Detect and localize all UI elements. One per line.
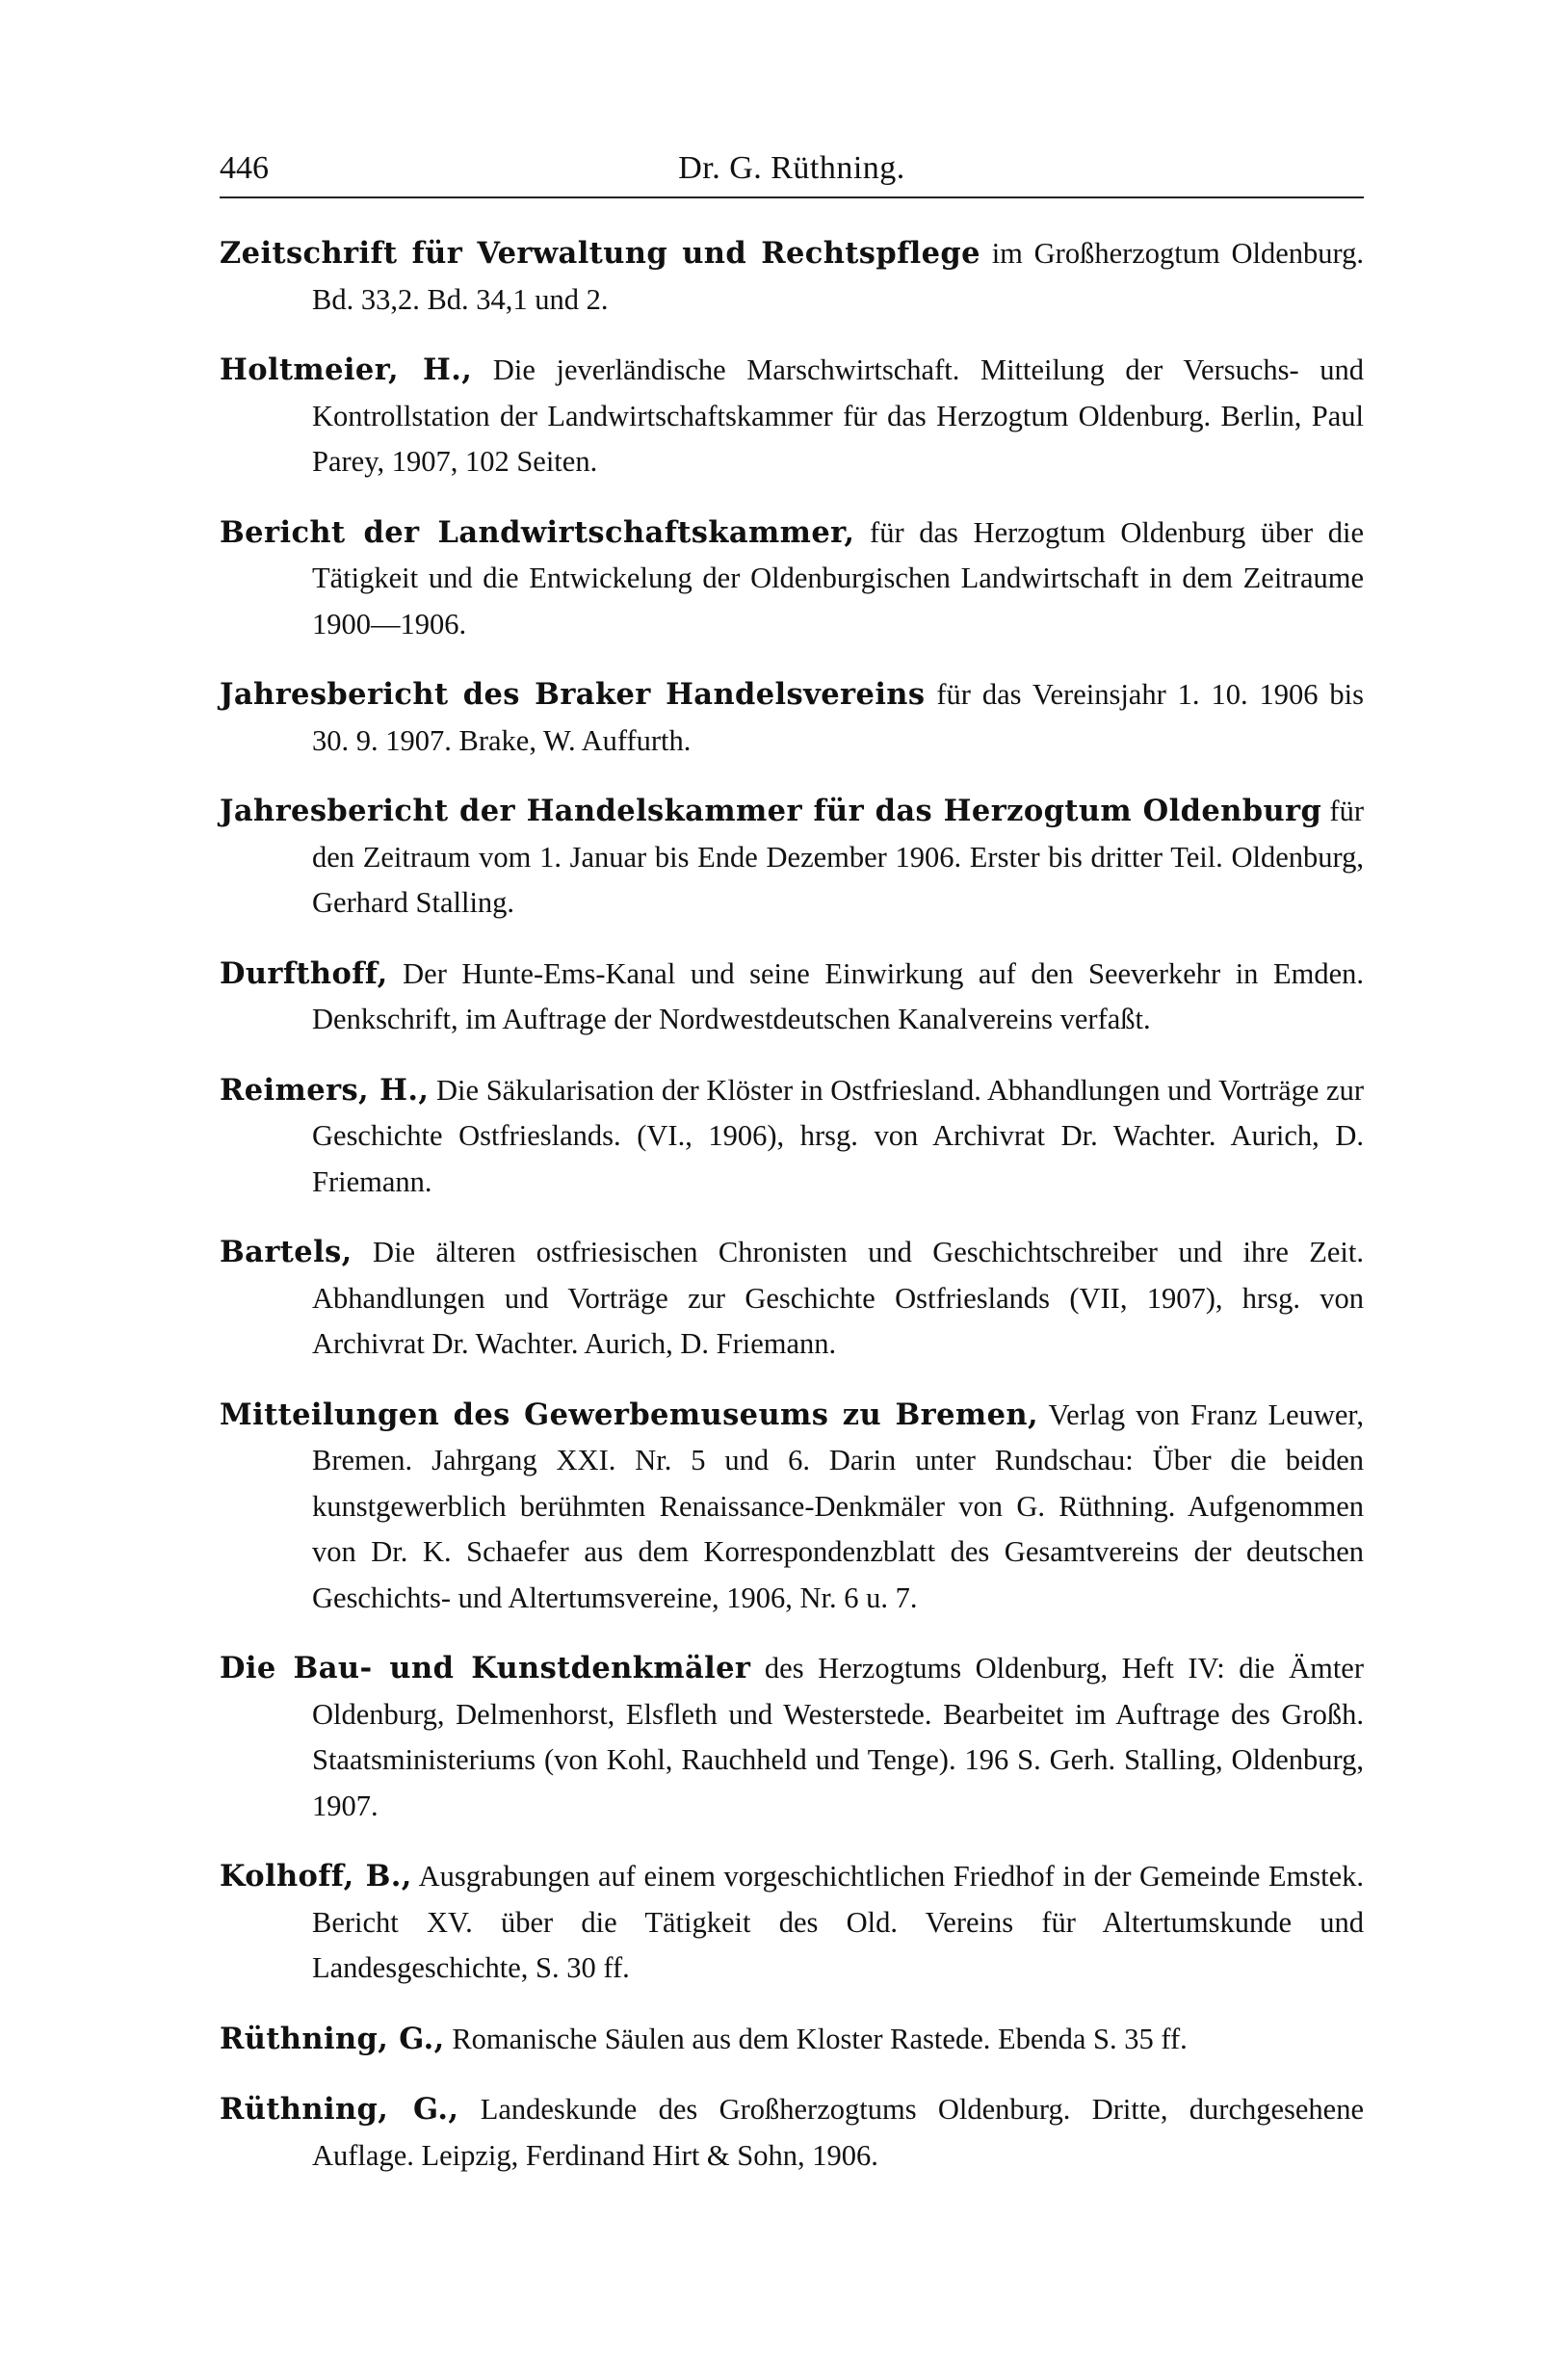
bibliography-entry bbox=[220, 1854, 1364, 1992]
entry-text: Romanische Säulen aus dem Kloster Rastede. Ebenda S. 35 ff. bbox=[444, 2022, 1188, 2055]
entry-lead: Kolhoff, B., bbox=[220, 1859, 412, 1894]
entry-text: Die jeverländische Marschwirtschaft. Mitteilung der Versuchs- und Kontrollstation der Landwirtschaftskammer für das Herzogtum Oldenburg. Berlin, Paul Parey, 1907, 102 Seiten. bbox=[312, 353, 1364, 478]
entry-lead: Jahresbericht des Braker Handelsvereins bbox=[220, 677, 926, 712]
bibliography-entry bbox=[220, 231, 1364, 323]
entry-lead: Rüthning, G., bbox=[220, 2092, 459, 2127]
bibliography-entry bbox=[220, 952, 1364, 1043]
entry-text: Landeskunde des Großherzogtums Oldenburg. Dritte, durchgesehene Auflage. Leipzig, Ferdinand Hirt & Sohn, 1906. bbox=[312, 2093, 1364, 2172]
entry-text: für den Zeitraum vom 1. Januar bis Ende Dezember 1906. Erster bis dritter Teil. Oldenburg, Gerhard Stalling. bbox=[312, 795, 1364, 919]
bibliography-entry bbox=[220, 1646, 1364, 1829]
bibliography-list bbox=[220, 231, 1364, 2204]
entry-text: für das Vereinsjahr 1. 10. 1906 bis 30. 9. 1907. Brake, W. Auffurth. bbox=[312, 678, 1364, 757]
bibliography-entry bbox=[220, 2017, 1364, 2063]
running-head: Dr. G. Rüthning. bbox=[678, 150, 905, 186]
entry-text: Verlag von Franz Leuwer, Bremen. Jahrgang XXI. Nr. 5 und 6. Darin unter Rundschau: Über die beiden kunstgewerblich berühmten Renaissance-Denkmäler von G. Rüthning. Aufgenommen von Dr. K. Schaefer aus dem Korrespondenzblatt des Gesamtvereins der deutschen Geschichts- und Altertumsvereine, 1906, Nr. 6 u. 7. bbox=[312, 1397, 1364, 1614]
bibliography-entry bbox=[220, 1230, 1364, 1368]
entry-lead: Holtmeier, H., bbox=[220, 353, 473, 387]
page-header bbox=[220, 135, 1364, 189]
entry-lead: Bartels, bbox=[220, 1235, 353, 1269]
entry-text: im Großherzogtum Oldenburg. Bd. 33,2. Bd. 34,1 und 2. bbox=[312, 237, 1365, 316]
bibliography-entry bbox=[220, 2087, 1364, 2179]
bibliography-entry bbox=[220, 348, 1364, 485]
bibliography-entry bbox=[220, 1068, 1364, 1206]
bibliography-entry bbox=[220, 510, 1364, 648]
header-rule bbox=[220, 196, 1364, 198]
entry-text: Ausgrabungen auf einem vorgeschichtlichen Friedhof in der Gemeinde Emstek. Bericht XV. über die Tätigkeit des Old. Vereins für Altertumskunde und Landesgeschichte, S. 30 ff. bbox=[312, 1860, 1364, 1984]
entry-lead: Durfthoff, bbox=[220, 955, 388, 991]
entry-lead: Rüthning, G., bbox=[220, 2021, 445, 2056]
entry-text: des Herzogtums Oldenburg, Heft IV: die Ämter Oldenburg, Delmenhorst, Elsfleth und Westerstede. Bearbeitet im Auftrage des Großh. Staatsministeriums (von Kohl, Rauchheld und Tenge). 196 S. Gerh. Stalling, Oldenburg, 1907. bbox=[312, 1652, 1364, 1822]
entry-text: für das Herzogtum Oldenburg über die Tätigkeit und die Entwickelung der Oldenburgischen Landwirtschaft in dem Zeitraume 1900—1906. bbox=[312, 515, 1364, 640]
page-number: 446 bbox=[220, 150, 269, 186]
entry-text: Die älteren ostfriesischen Chronisten und Geschichtschreiber und ihre Zeit. Abhandlungen und Vorträge zur Geschichte Ostfrieslands (VII, 1907), hrsg. von Archivrat Dr. Wachter. Aurich, D. Friemann. bbox=[312, 1236, 1364, 1360]
entry-text: Die Säkularisation der Klöster in Ostfriesland. Abhandlungen und Vorträge zur Geschichte Ostfrieslands. (VI., 1906), hrsg. von Archivrat Dr. Wachter. Aurich, D. Friemann. bbox=[312, 1073, 1364, 1198]
entry-text: Der Hunte-Ems-Kanal und seine Einwirkung auf den Seeverkehr in Emden. Denkschrift, im Auftrage der Nordwestdeutschen Kanalvereins verfaßt. bbox=[312, 956, 1364, 1035]
bibliography-entry bbox=[220, 672, 1364, 764]
bibliography-entry bbox=[220, 1393, 1364, 1622]
entry-lead: Bericht der Landwirtschaftskammer, bbox=[220, 514, 855, 550]
bibliography-entry bbox=[220, 789, 1364, 927]
entry-lead: Zeitschrift für Verwaltung und Rechtspflege bbox=[220, 236, 980, 271]
entry-lead: Reimers, H., bbox=[220, 1072, 430, 1108]
entry-lead: Jahresbericht der Handelskammer für das Herzogtum Oldenburg bbox=[220, 794, 1322, 828]
entry-lead: Mitteilungen des Gewerbemuseums zu Bremen, bbox=[220, 1397, 1039, 1432]
entry-lead: Die Bau- und Kunstdenkmäler bbox=[220, 1651, 751, 1685]
